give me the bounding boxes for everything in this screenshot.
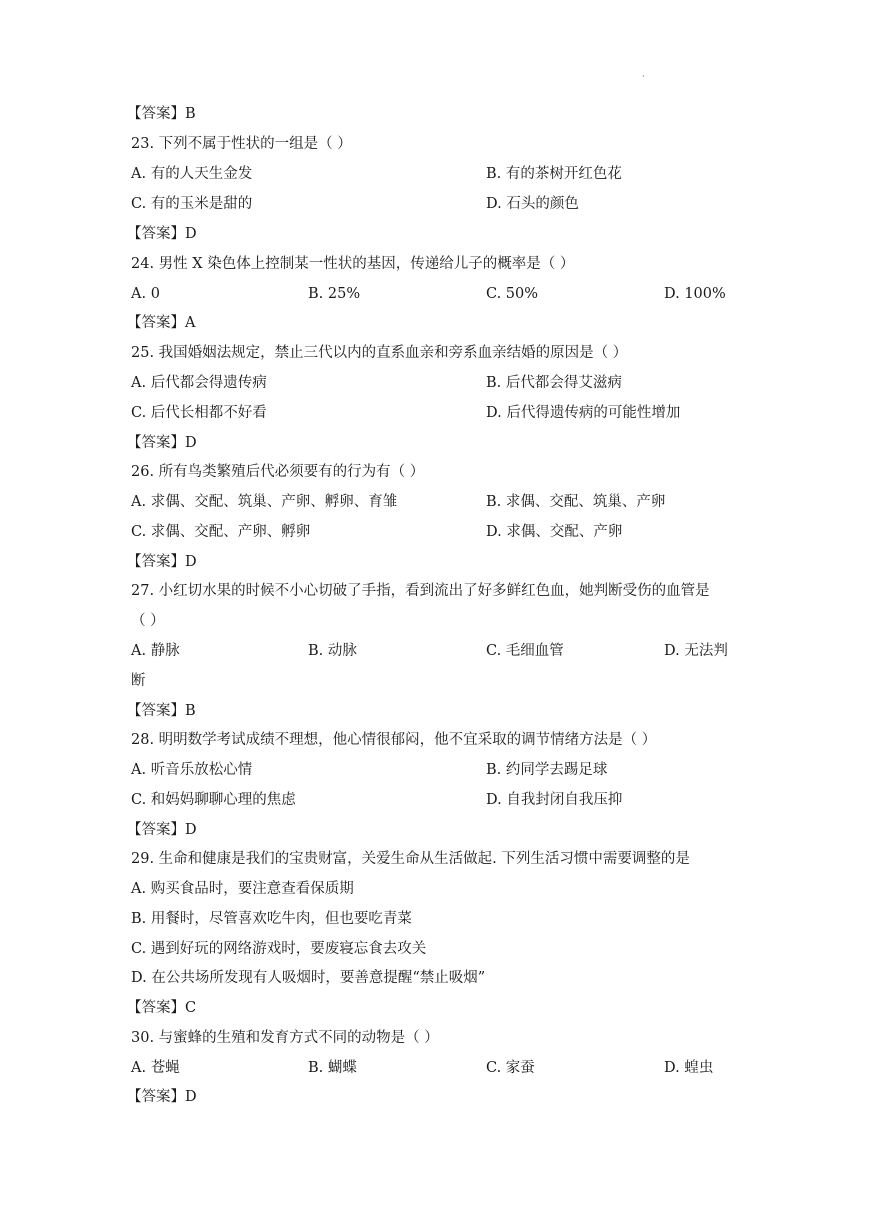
q24-option-a: A. 0 bbox=[131, 286, 160, 302]
q27-option-c: C. 毛细血管 bbox=[486, 643, 564, 659]
question-27-stem: 27. 小红切水果的时候不小心切破了手指，看到流出了好多鲜红色血，她判断受伤的血管是 bbox=[131, 583, 710, 599]
q25-option-a: A. 后代都会得遗传病 bbox=[131, 375, 267, 391]
q26-option-b: B. 求偶、交配、筑巢、产卵 bbox=[486, 494, 666, 510]
question-24-stem: 24. 男性 X 染色体上控制某一性状的基因，传递给儿子的概率是（ ） bbox=[131, 256, 575, 272]
q24-option-c: C. 50% bbox=[486, 286, 539, 302]
question-25-stem: 25. 我国婚姻法规定，禁止三代以内的直系血亲和旁系血亲结婚的原因是（ ） bbox=[131, 345, 628, 361]
page-mark: · bbox=[642, 72, 645, 82]
answer-27: 【答案】B bbox=[127, 703, 196, 719]
q26-option-d: D. 求偶、交配、产卵 bbox=[486, 524, 623, 540]
q24-option-d: D. 100% bbox=[664, 286, 726, 302]
q23-option-b: B. 有的茶树开红色花 bbox=[486, 166, 622, 182]
q25-option-b: B. 后代都会得艾滋病 bbox=[486, 375, 622, 391]
answer-30: 【答案】D bbox=[127, 1089, 197, 1105]
q28-option-a: A. 听音乐放松心情 bbox=[131, 762, 253, 778]
q24-option-b: B. 25% bbox=[308, 286, 361, 302]
q23-option-a: A. 有的人天生金发 bbox=[131, 166, 253, 182]
q29-option-a: A. 购买食品时，要注意查看保质期 bbox=[131, 881, 354, 897]
q27-option-d: D. 无法判 bbox=[664, 643, 728, 659]
q30-option-a: A. 苍蝇 bbox=[131, 1060, 180, 1076]
question-28-stem: 28. 明明数学考试成绩不理想，他心情很郁闷，他不宜采取的调节情绪方法是（ ） bbox=[131, 732, 657, 748]
q27-option-b: B. 动脉 bbox=[308, 643, 357, 659]
q28-option-c: C. 和妈妈聊聊心理的焦虑 bbox=[131, 792, 296, 808]
question-29-stem: 29. 生命和健康是我们的宝贵财富，关爱生命从生活做起. 下列生活习惯中需要调整的是 bbox=[131, 851, 690, 867]
q29-option-d: D. 在公共场所发现有人吸烟时，要善意提醒“禁止吸烟” bbox=[131, 970, 486, 986]
q30-option-b: B. 蝴蝶 bbox=[308, 1060, 357, 1076]
answer-26: 【答案】D bbox=[127, 554, 197, 570]
q23-option-d: D. 石头的颜色 bbox=[486, 196, 579, 212]
q26-option-a: A. 求偶、交配、筑巢、产卵、孵卵、育雏 bbox=[131, 494, 398, 510]
q25-option-d: D. 后代得遗传病的可能性增加 bbox=[486, 405, 681, 421]
answer-22: 【答案】B bbox=[127, 106, 196, 122]
q30-option-d: D. 蝗虫 bbox=[664, 1060, 714, 1076]
q29-option-b: B. 用餐时，尽管喜欢吃牛肉，但也要吃青菜 bbox=[131, 911, 412, 927]
q23-option-c: C. 有的玉米是甜的 bbox=[131, 196, 253, 212]
answer-28: 【答案】D bbox=[127, 822, 197, 838]
q27-option-d-cont: 断 bbox=[131, 673, 146, 689]
q28-option-d: D. 自我封闭自我压抑 bbox=[486, 792, 623, 808]
question-26-stem: 26. 所有鸟类繁殖后代必须要有的行为有（ ） bbox=[131, 464, 425, 480]
question-30-stem: 30. 与蜜蜂的生殖和发育方式不同的动物是（ ） bbox=[131, 1030, 439, 1046]
answer-29: 【答案】C bbox=[127, 1000, 197, 1016]
q28-option-b: B. 约同学去踢足球 bbox=[486, 762, 608, 778]
question-23-stem: 23. 下列不属于性状的一组是（ ） bbox=[131, 136, 352, 152]
q29-option-c: C. 遇到好玩的网络游戏时，要废寝忘食去攻关 bbox=[131, 941, 427, 957]
q26-option-c: C. 求偶、交配、产卵、孵卵 bbox=[131, 524, 311, 540]
q27-option-a: A. 静脉 bbox=[131, 643, 180, 659]
question-27-stem-cont: （ ） bbox=[131, 613, 165, 629]
q25-option-c: C. 后代长相都不好看 bbox=[131, 405, 267, 421]
q30-option-c: C. 家蚕 bbox=[486, 1060, 535, 1076]
answer-25: 【答案】D bbox=[127, 435, 197, 451]
answer-24: 【答案】A bbox=[127, 315, 196, 331]
answer-23: 【答案】D bbox=[127, 226, 197, 242]
